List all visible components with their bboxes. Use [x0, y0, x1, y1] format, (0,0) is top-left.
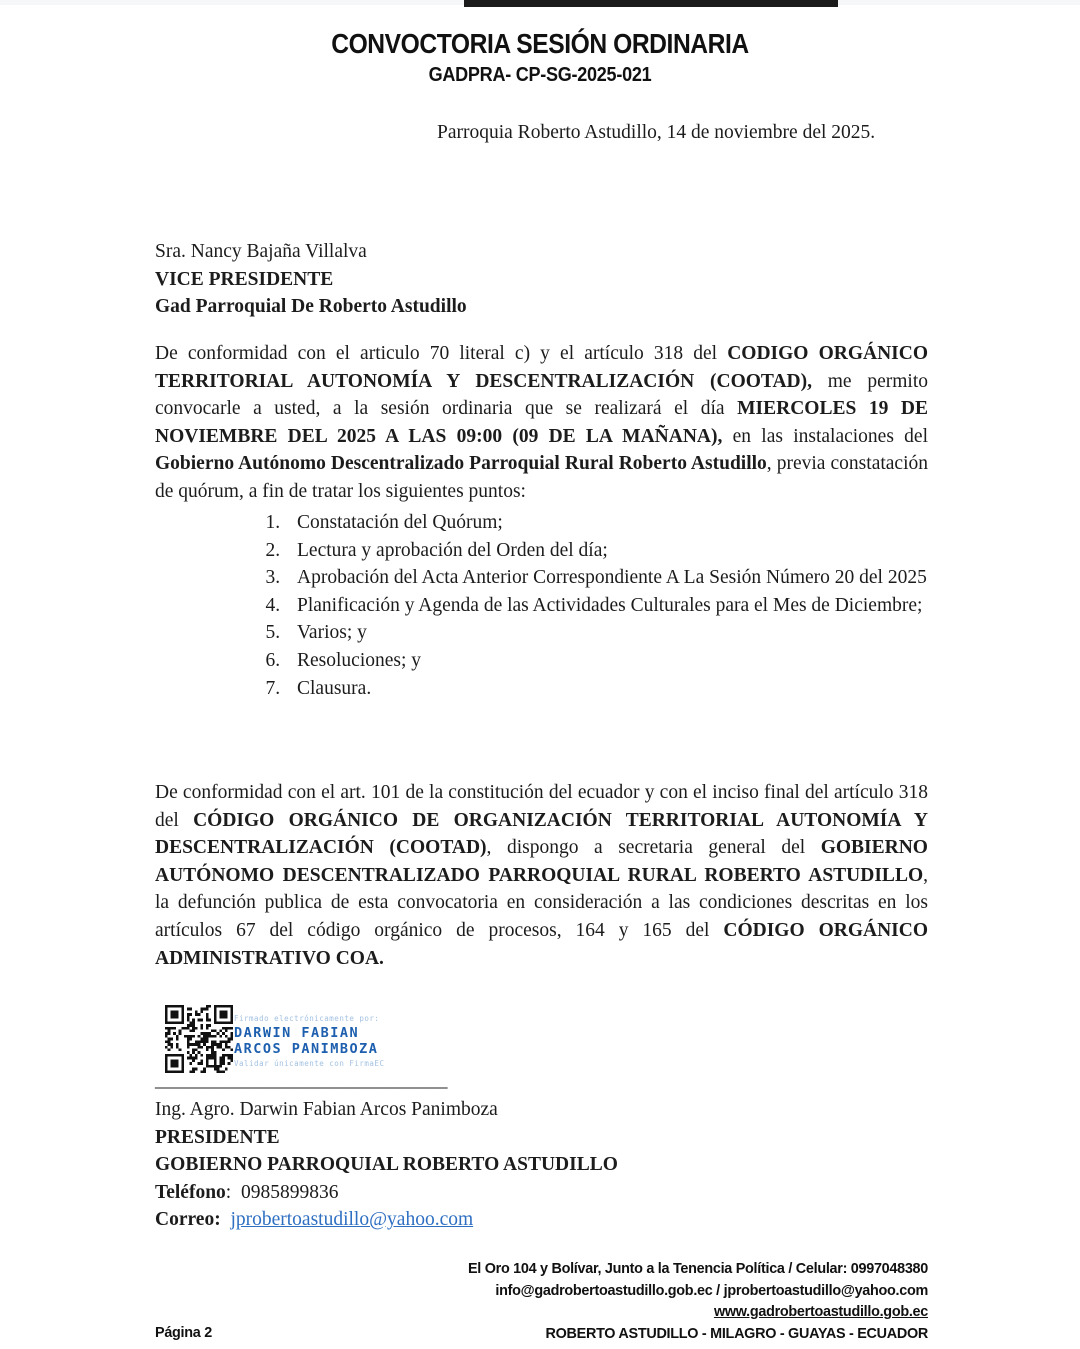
paragraph-convocation: [155, 340, 928, 506]
agenda-item-6: 6. Resoluciones; y: [285, 647, 928, 675]
paragraph-convocation-text: en las instalaciones del: [722, 425, 928, 447]
stamp-signer-last-name: ARCOS PANIMBOZA: [234, 1041, 379, 1057]
phone-value: 0985899836: [240, 1181, 339, 1203]
qr-code: [165, 1004, 233, 1074]
recipient-name: Sra. Nancy Bajaña Villalva: [155, 241, 367, 262]
paragraph-convocation-bold-datetime: MIERCOLES 19 DE NOVIEMBRE DEL 2025 A LAS 09:00 (09 DE LA MAÑANA),: [155, 398, 928, 447]
document-reference-code: GADPRA- CP-SG-2025-021: [428, 63, 652, 86]
stamp-signer-first-name: DARWIN FABIAN: [234, 1025, 360, 1041]
paragraph-legal-bold-cootad: CÓDIGO ORGÁNICO DE ORGANIZACIÓN TERRITORIAL AUTONOMÍA Y DESCENTRALIZACIÓN (COOTAD): [155, 809, 928, 859]
agenda-list: [155, 509, 928, 702]
recipient-role: VICE PRESIDENTE: [155, 268, 334, 290]
paragraph-legal-text: , la defunción publica de esta convocatoria en consideración a las condiciones descritas en los artículos 67 del código orgánico de procesos, 164 y 165 del: [155, 864, 928, 941]
paragraph-legal-bold-gad: GOBIERNO AUTÓNOMO DESCENTRALIZADO PARROQUIAL RURAL ROBERTO ASTUDILLO: [155, 837, 928, 886]
paragraph-legal-bold-coa: CÓDIGO ORGÁNICO ADMINISTRATIVO COA.: [155, 919, 928, 969]
paragraph-convocation-bold-gad: Gobierno Autónomo Descentralizado Parroquial Rural Roberto Astudillo: [155, 453, 767, 475]
electronic-signature-stamp: [234, 1012, 384, 1070]
paragraph-legal-text: , dispongo a secretaria general del: [486, 837, 821, 859]
paragraph-convocation-text: me permito convocarle a usted, a la sesión ordinaria que se realizará el día: [155, 370, 928, 420]
recipient-block: [155, 238, 467, 321]
email-link[interactable]: jprobertoastudillo@yahoo.com: [230, 1209, 474, 1231]
paragraph-convocation-bold-cootad: CODIGO ORGÁNICO TERRITORIAL AUTONOMÍA Y DESCENTRALIZACIÓN (COOTAD),: [155, 343, 928, 392]
agenda-item-4: 4. Planificación y Agenda de las Actividades Culturales para el Mes de Diciembre;: [285, 592, 928, 620]
stamp-signed-by-label: Firmado electrónicamente por:: [234, 1014, 380, 1023]
document-title: CONVOCTORIA SESIÓN ORDINARIA: [331, 28, 749, 59]
email-line: [155, 1206, 618, 1234]
paragraph-legal-notice: [155, 779, 928, 972]
agenda-item-1: 1. Constatación del Quórum;: [285, 509, 928, 537]
paragraph-convocation-text: De conformidad con el articulo 70 literal c) y el artículo 318 del: [155, 343, 728, 364]
footer-address-line: El Oro 104 y Bolívar, Junto a la Tenencia Política / Celular: 0997048380: [467, 1260, 928, 1277]
footer-location-line: ROBERTO ASTUDILLO - MILAGRO - GUAYAS - ECUADOR: [545, 1324, 928, 1342]
page-number-label: Página 2: [155, 1324, 212, 1341]
dateline: Parroquia Roberto Astudillo, 14 de noviembre del 2025.: [437, 122, 876, 143]
signer-organization: GOBIERNO PARROQUIAL ROBERTO ASTUDILLO: [155, 1154, 618, 1176]
agenda-item-5: 5. Varios; y: [285, 619, 928, 647]
stamp-validate-label: Validar únicamente con FirmaEC: [234, 1059, 385, 1068]
phone-separator: :: [225, 1181, 241, 1203]
signature-block: [155, 1096, 618, 1234]
paragraph-convocation-text: , previa constatación de quórum, a fin de tratar los siguientes puntos:: [155, 453, 928, 502]
agenda-item-7: 7. Clausura.: [285, 675, 928, 703]
agenda-item-2: 2. Lectura y aprobación del Orden del día;: [285, 537, 928, 565]
phone-label: Teléfono: [155, 1181, 226, 1203]
recipient-organization: Gad Parroquial De Roberto Astudillo: [155, 296, 467, 317]
signature-rule: ______________________________: [155, 1070, 448, 1091]
scan-artifact-bar: [464, 0, 838, 7]
email-label: Correo:: [155, 1209, 221, 1231]
letterhead-footer: [352, 1258, 928, 1344]
signer-name: Ing. Agro. Darwin Fabian Arcos Panimboza: [155, 1099, 498, 1120]
phone-line: [155, 1179, 618, 1207]
paragraph-legal-text: De conformidad con el art. 101 de la constitución del ecuador y con el inciso final del artículo 318 del: [155, 782, 928, 831]
signer-role: PRESIDENTE: [155, 1126, 280, 1148]
email-spacer: [221, 1209, 231, 1230]
footer-website-link[interactable]: www.gadrobertoastudillo.gob.ec: [713, 1303, 928, 1320]
agenda-item-3: 3. Aprobación del Acta Anterior Correspondiente A La Sesión Número 20 del 2025: [285, 564, 928, 592]
footer-emails-line: info@gadrobertoastudillo.gob.ec / jprobertoastudillo@yahoo.com: [495, 1281, 928, 1299]
